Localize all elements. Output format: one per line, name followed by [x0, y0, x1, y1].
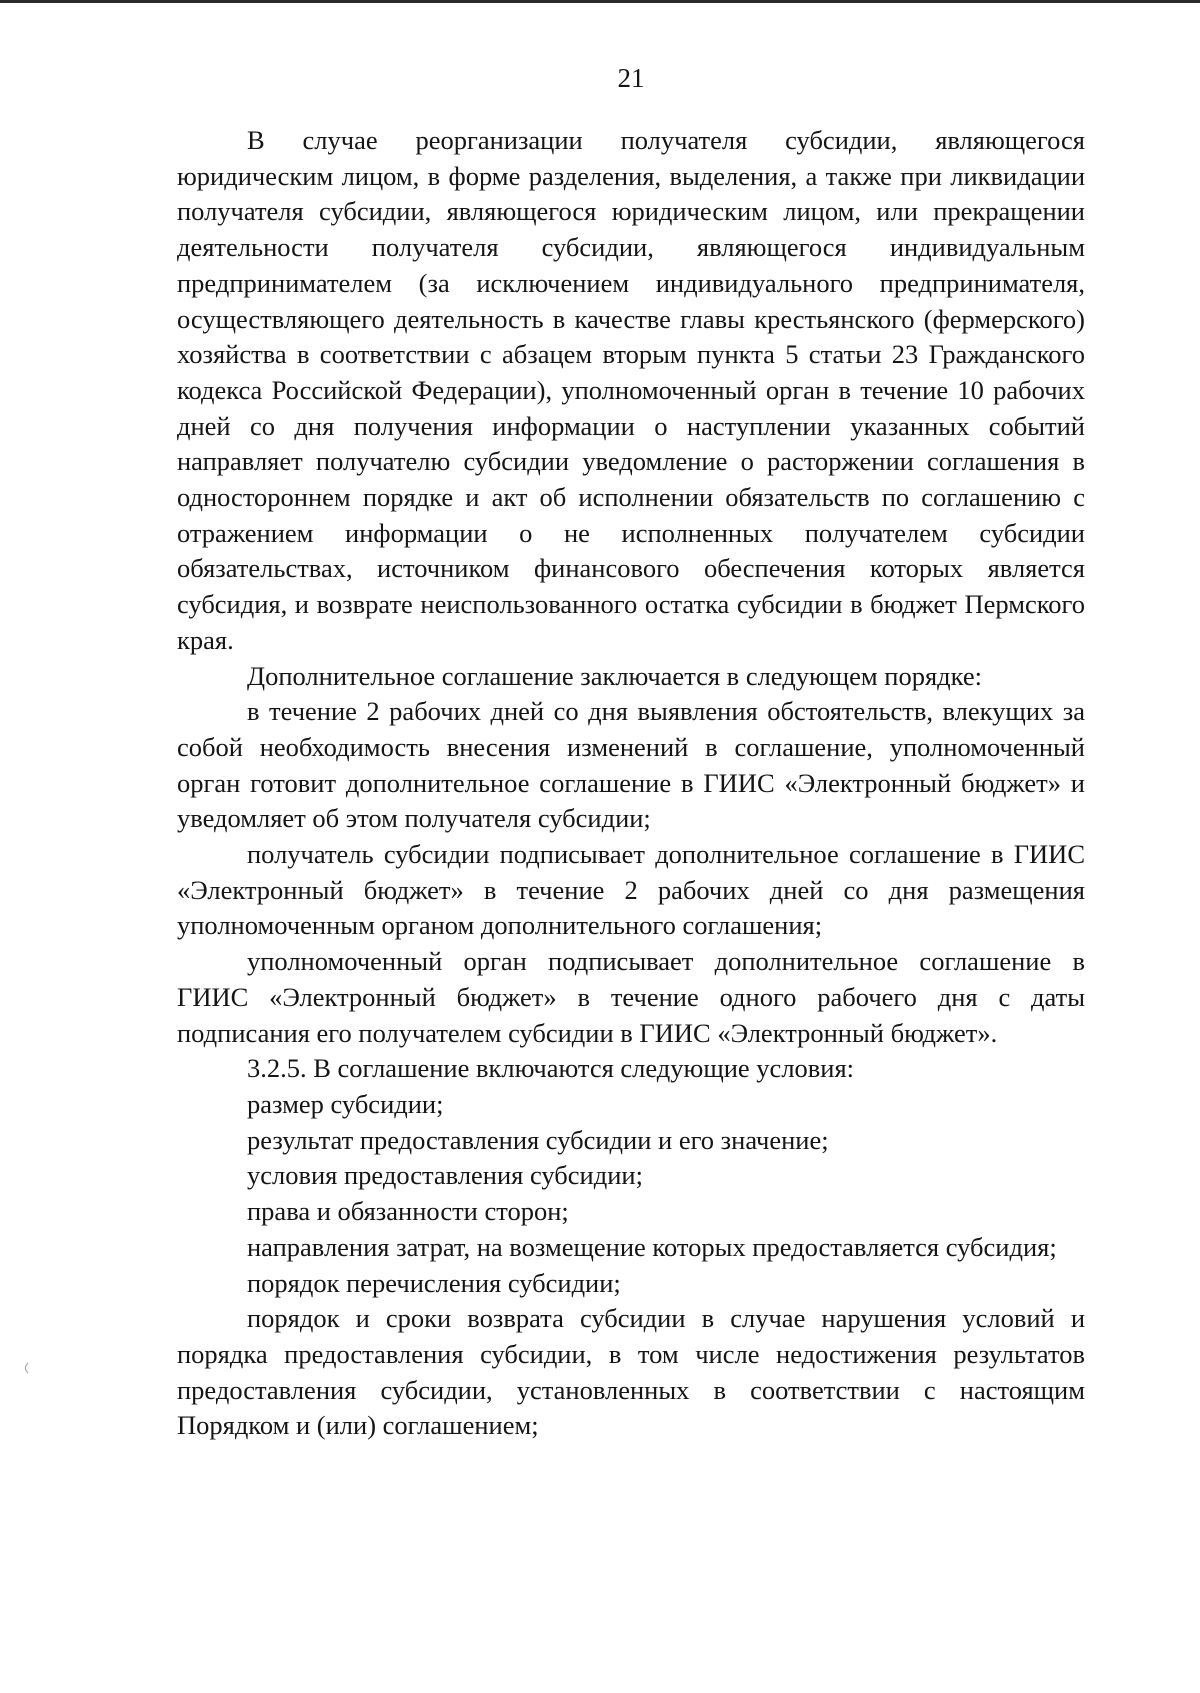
scan-artifact-icon [22, 1362, 30, 1374]
paragraph-authority-signs: уполномоченный орган подписывает дополнительное соглашение в ГИИС «Электронный бюджет» в течение одного рабочего дня с даты подписания его получателем субсидии в ГИИС «Электронный бюджет». [177, 946, 1085, 1048]
scan-top-edge [0, 0, 1200, 3]
paragraph-additional-agreement-intro: Дополнительное соглашение заключается в следующем порядке: [247, 660, 982, 691]
list-item-rights-obligations: права и обязанности сторон; [247, 1196, 569, 1227]
scan-artifact-mark [22, 1362, 30, 1374]
paragraph-agreement-preparation: в течение 2 рабочих дней со дня выявления обстоятельств, влекущих за собой необходимость внесения изменений в соглашение, уполномоченный орган готовит дополнительное соглашение в ГИИС «Электронный бюджет» и уведомляет об этом получателя субсидии; [177, 696, 1085, 834]
list-item-transfer-procedure: порядок перечисления субсидии; [247, 1267, 621, 1298]
list-item-return-procedure: порядок и сроки возврата субсидии в случае нарушения условий и порядка предоставления субсидии, в том числе недостижения результатов предоставления субсидии, установленных в соответствии с настоящим Порядком и (или) соглашением; [177, 1303, 1085, 1441]
list-item-cost-directions: направления затрат, на возмещение которых предоставляется субсидия; [247, 1231, 1057, 1262]
paragraph-section-3-2-5: 3.2.5. В соглашение включаются следующие условия: [247, 1053, 855, 1084]
list-item-subsidy-conditions: условия предоставления субсидии; [247, 1160, 643, 1191]
list-item-subsidy-size: размер субсидии; [247, 1088, 444, 1119]
paragraph-reorganization: В случае реорганизации получателя субсидии, являющегося юридическим лицом, в форме разделения, выделения, а также при ликвидации получателя субсидии, являющегося юридическим лицом, или прекращении деятельности получателя субсидии, являющегося индивидуальным предпринимателем (за исключением индивидуального предпринимателя, осуществляющего деятельность в качестве главы крестьянского (фермерского) хозяйства в соответствии с абзацем вторым пункта 5 статьи 23 Гражданского кодекса Российской Федерации), уполномоченный орган в течение 10 рабочих дней со дня получения информации о наступлении указанных событий направляет получателю субсидии уведомление о расторжении соглашения в одностороннем порядке и акт об исполнении обязательств по соглашению с отражением информации о не исполненных получателем субсидии обязательствах, источником финансового обеспечения которых является субсидия, и возврате неиспользованного остатка субсидии в бюджет Пермского края. [177, 125, 1085, 655]
page-number: 21 [617, 63, 645, 93]
paragraph-recipient-signs: получатель субсидии подписывает дополнительное соглашение в ГИИС «Электронный бюджет» в течение 2 рабочих дней со дня размещения уполномоченным органом дополнительного соглашения; [177, 839, 1085, 941]
list-item-subsidy-result: результат предоставления субсидии и его значение; [247, 1124, 829, 1155]
document-body [177, 123, 1085, 1444]
